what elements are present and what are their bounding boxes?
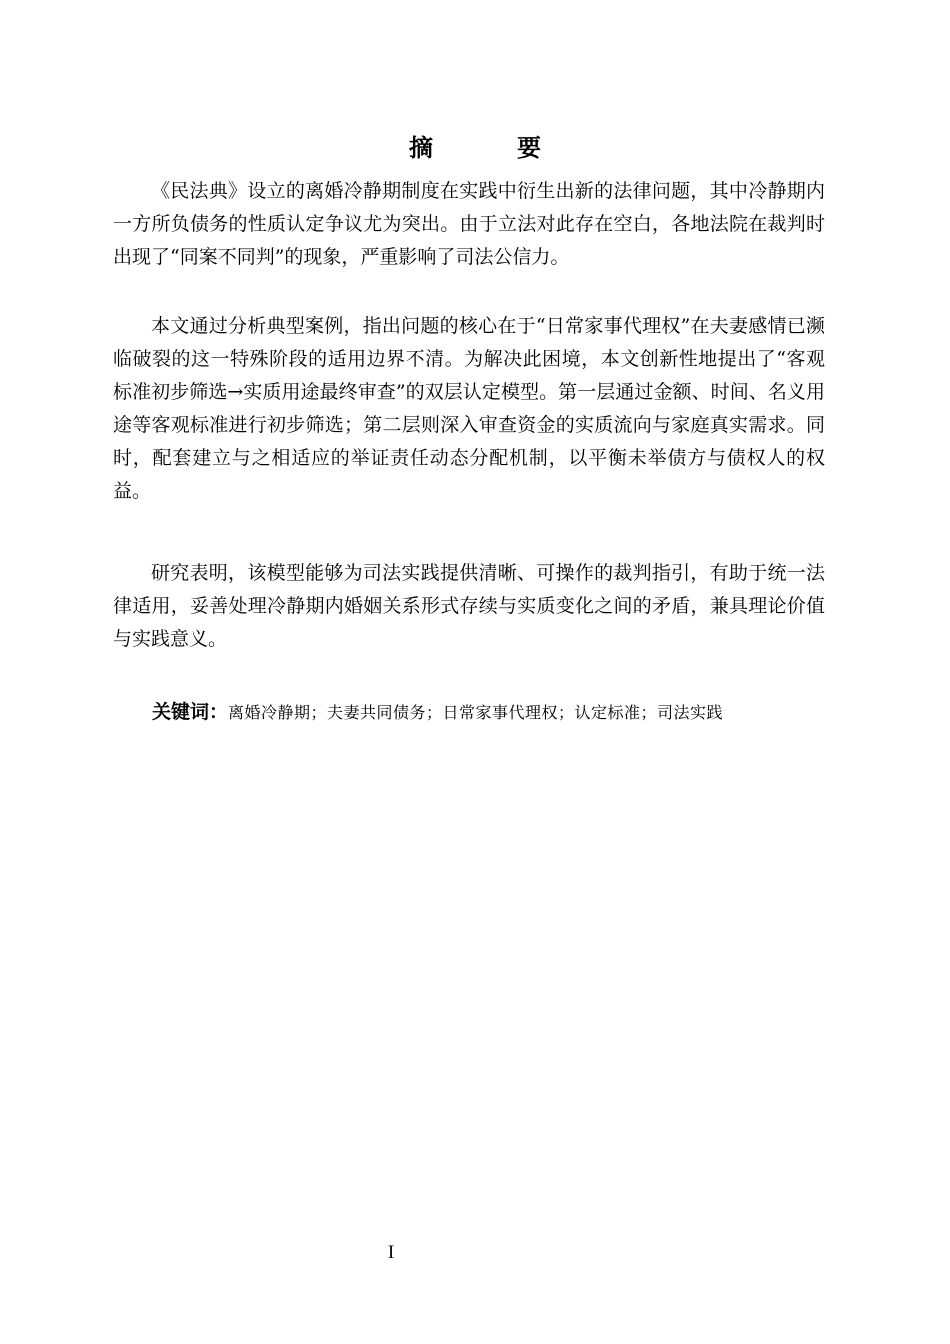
- abstract-paragraph-3: 研究表明，该模型能够为司法实践提供清晰、可操作的裁判指引，有助于统一法律适用，妥善处理冷静期内婚姻关系形式存续与实质变化之间的矛盾，兼具理论价值与实践意义。: [113, 562, 825, 650]
- keywords-label: 关键词：: [152, 701, 229, 723]
- abstract-title: 摘 要: [409, 134, 571, 162]
- keywords-line: [152, 697, 832, 728]
- abstract-paragraph-1: 《民法典》设立的离婚冷静期制度在实践中衍生出新的法律问题，其中冷静期内一方所负债务的性质认定争议尤为突出。由于立法对此存在空白，各地法院在裁判时出现了“同案不同判”的现象，严重影响了司法公信力。: [113, 180, 825, 268]
- keywords-list: 离婚冷静期；夫妻共同债务；日常家事代理权；认定标准；司法实践: [228, 703, 724, 722]
- abstract-paragraph-2: 本文通过分析典型案例，指出问题的核心在于“日常家事代理权”在夫妻感情已濒临破裂的这一特殊阶段的适用边界不清。为解决此困境，本文创新性地提出了“客观标准初步筛选→实质用途最终审查”的双层认定模型。第一层通过金额、时间、名义用途等客观标准进行初步筛选；第二层则深入审查资金的实质流向与家庭真实需求。同时，配套建立与之相适应的举证责任动态分配机制，以平衡未举债方与债权人的权益。: [113, 315, 825, 502]
- page-number: I: [387, 1242, 395, 1263]
